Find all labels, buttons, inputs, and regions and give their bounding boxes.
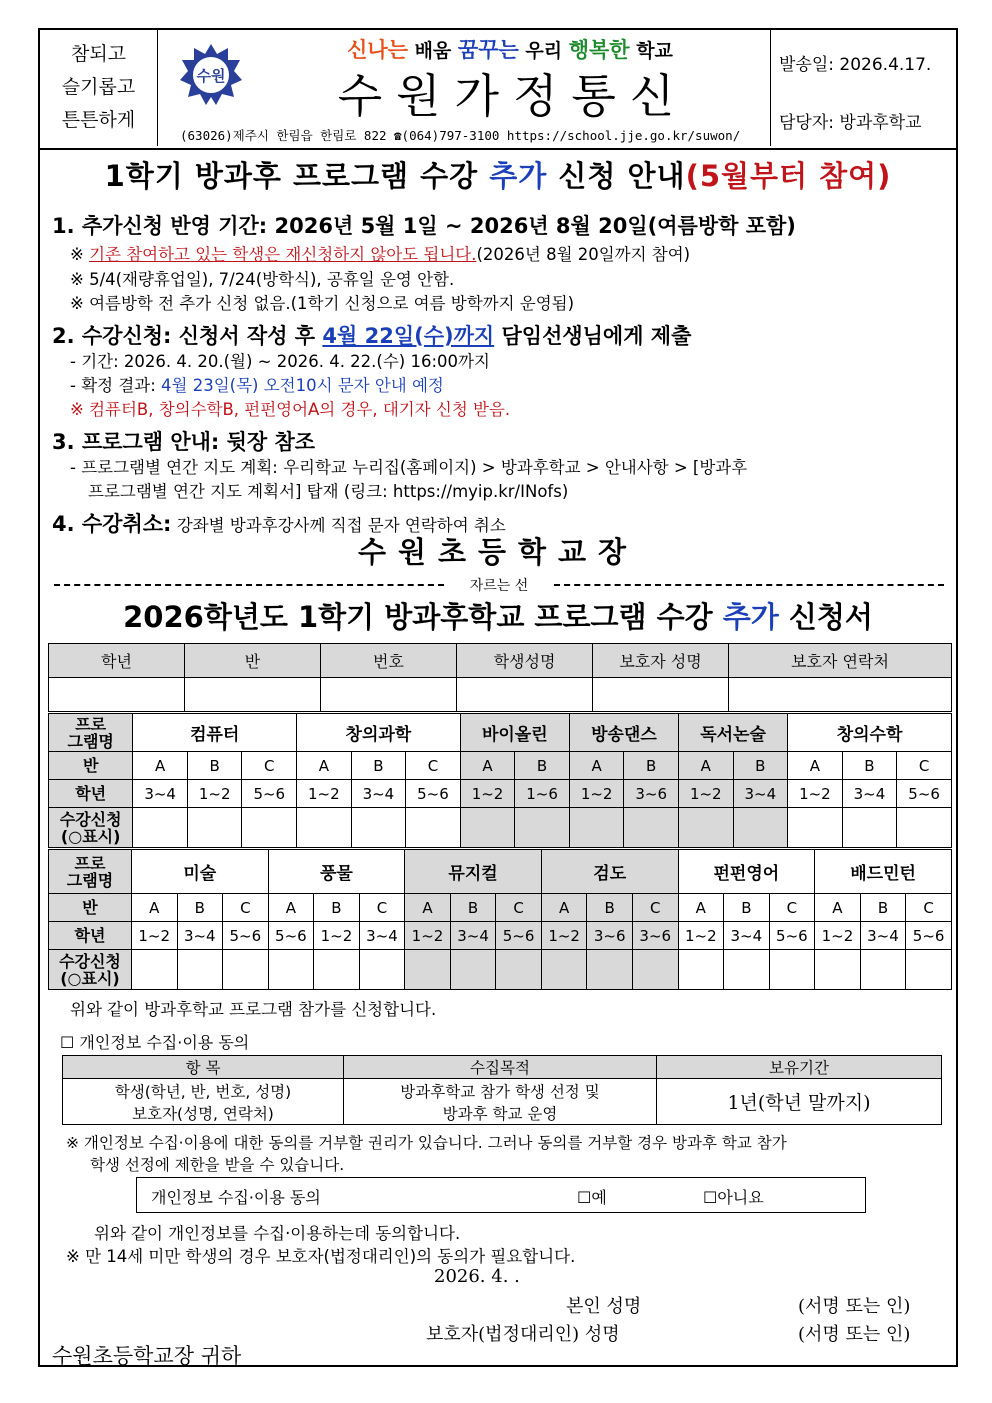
grade-cell: 3~4 xyxy=(359,922,405,950)
apply-checkbox-cell[interactable] xyxy=(268,950,314,990)
section-2-heading xyxy=(52,320,691,350)
privacy-note: ※ 개인정보 수집·이용에 대한 동의를 거부할 권리가 있습니다. 그러나 동의를 거부할 경우 방과후 학교 참가 xyxy=(66,1134,787,1152)
slogan-word: 꿈꾸는 xyxy=(457,38,519,62)
section-text: 4. 수강취소: xyxy=(52,512,172,536)
form-title-highlight: 추가 xyxy=(722,600,779,634)
row-label-program: 프로 그램명 xyxy=(49,714,133,752)
issue-manager: 담당자: 방과후학교 xyxy=(779,113,922,133)
program-name: 풍물 xyxy=(268,850,405,894)
apply-checkbox-cell[interactable] xyxy=(842,808,897,848)
class-cell: B xyxy=(587,894,633,922)
privacy-item-line: 학생(학년, 반, 번호, 성명) xyxy=(114,1082,292,1101)
section-2-line xyxy=(70,372,444,396)
issue-meta xyxy=(770,30,959,146)
apply-checkbox-cell[interactable] xyxy=(297,808,352,848)
sign-hint: (서명 또는 인) xyxy=(798,1296,911,1317)
form-title-part: 2026학년도 1학기 방과후학교 프로그램 수강 xyxy=(123,600,723,634)
program-name: 펀펀영어 xyxy=(678,850,815,894)
class-cell: C xyxy=(897,752,952,780)
class-cell: A xyxy=(131,894,177,922)
grade-cell: 1~2 xyxy=(815,922,861,950)
privacy-note: 학생 선정에 제한을 받을 수 있습니다. xyxy=(90,1156,345,1174)
class-input[interactable] xyxy=(185,678,321,712)
motto-line: 튼튼하게 xyxy=(61,109,136,131)
section-2-line: ※ 컴퓨터B, 창의수학B, 펀펀영어A의 경우, 대기자 신청 받음. xyxy=(70,400,511,419)
consent-yes-checkbox[interactable]: ☐예 xyxy=(577,1188,607,1207)
grade-cell: 1~2 xyxy=(187,780,242,808)
apply-checkbox-cell[interactable] xyxy=(359,950,405,990)
section-3-heading: 3. 프로그램 안내: 뒷장 참조 xyxy=(52,430,316,454)
slogan-word: 배움 xyxy=(407,40,458,62)
section-text: - 확정 결과: xyxy=(70,376,162,395)
privacy-item-line: 보호자(성명, 연락처) xyxy=(132,1104,274,1123)
apply-checkbox-cell[interactable] xyxy=(860,950,906,990)
privacy-purpose xyxy=(344,1079,657,1125)
program-name: 창의수학 xyxy=(788,714,952,752)
apply-checkbox-cell[interactable] xyxy=(815,950,861,990)
grade-cell: 1~2 xyxy=(678,780,733,808)
class-cell: B xyxy=(351,752,406,780)
class-cell: B xyxy=(733,752,788,780)
apply-checkbox-cell[interactable] xyxy=(733,808,788,848)
class-cell: B xyxy=(177,894,223,922)
apply-checkbox-cell[interactable] xyxy=(906,950,952,990)
note-text: (2026년 8월 20일까지 참여) xyxy=(476,245,691,264)
grade-cell: 3~4 xyxy=(724,922,770,950)
apply-checkbox-cell[interactable] xyxy=(678,808,733,848)
class-cell: A xyxy=(815,894,861,922)
class-cell: A xyxy=(678,752,733,780)
highlight-text: 기존 참여하고 있는 학생은 재신청하지 않아도 됩니다. xyxy=(89,245,477,264)
slogan-word: 행복한 xyxy=(568,38,630,62)
grade-cell: 5~6 xyxy=(406,780,461,808)
self-sign-label: 본인 성명 xyxy=(566,1296,642,1317)
cut-line: 자르는 선 xyxy=(54,575,944,595)
class-cell: C xyxy=(632,894,678,922)
grade-cell: 1~2 xyxy=(460,780,515,808)
grade-cell: 3~6 xyxy=(587,922,633,950)
row-label-apply: 수강신청 (○표시) xyxy=(49,950,132,990)
apply-checkbox-cell[interactable] xyxy=(632,950,678,990)
row-label-grade: 학년 xyxy=(49,922,132,950)
class-cell: C xyxy=(769,894,815,922)
apply-checkbox-cell[interactable] xyxy=(351,808,406,848)
school-motto xyxy=(40,30,158,146)
class-cell: C xyxy=(359,894,405,922)
apply-checkbox-cell[interactable] xyxy=(314,950,360,990)
consent-label: 개인정보 수집·이용 동의 xyxy=(151,1188,321,1207)
grade-cell: 3~4 xyxy=(133,780,188,808)
apply-checkbox-cell[interactable] xyxy=(460,808,515,848)
sign-date: 2026. 4. . xyxy=(434,1266,520,1287)
note-mark: ※ xyxy=(70,245,90,264)
section-1-line xyxy=(70,241,690,265)
apply-checkbox-cell[interactable] xyxy=(133,808,188,848)
form-title xyxy=(40,595,956,636)
grade-cell: 5~6 xyxy=(268,922,314,950)
class-cell: C xyxy=(406,752,461,780)
section-text: 2. 수강신청: 신청서 작성 후 xyxy=(52,324,323,348)
privacy-period: 1년(학년 말까지) xyxy=(657,1079,942,1125)
program-name: 방송댄스 xyxy=(569,714,678,752)
class-cell: C xyxy=(223,894,269,922)
age-note: ※ 만 14세 미만 학생의 경우 보호자(법정대리인)의 동의가 필요합니다. xyxy=(66,1247,576,1266)
student-header: 학생성명 xyxy=(457,644,593,678)
grade-cell: 1~2 xyxy=(131,922,177,950)
slogan-word: 신나는 xyxy=(347,38,408,62)
notice-title-highlight: (5월부터 참여) xyxy=(685,159,892,193)
class-cell: B xyxy=(450,894,496,922)
grade-cell: 3~4 xyxy=(842,780,897,808)
grade-cell: 5~6 xyxy=(769,922,815,950)
section-text: 담임선생님에게 제출 xyxy=(494,324,692,348)
grade-cell: 3~4 xyxy=(177,922,223,950)
apply-checkbox-cell[interactable] xyxy=(788,808,843,848)
consent-no-checkbox[interactable]: ☐아니요 xyxy=(703,1188,764,1207)
privacy-purpose-line: 방과후 학교 운영 xyxy=(442,1104,558,1123)
class-cell: A xyxy=(541,894,587,922)
student-info-table xyxy=(48,643,952,712)
class-cell: B xyxy=(842,752,897,780)
grade-cell: 3~6 xyxy=(632,922,678,950)
grade-cell: 1~6 xyxy=(515,780,570,808)
grade-input[interactable] xyxy=(49,678,185,712)
student-header: 반 xyxy=(185,644,321,678)
apply-checkbox-cell[interactable] xyxy=(587,950,633,990)
class-cell: B xyxy=(515,752,570,780)
section-1-line: ※ 여름방학 전 추가 신청 없음.(1학기 신청으로 여름 방학까지 운영됨) xyxy=(70,294,575,313)
grade-cell: 3~4 xyxy=(733,780,788,808)
apply-checkbox-cell[interactable] xyxy=(187,808,242,848)
section-1-heading: 1. 추가신청 반영 기간: 2026년 5월 1일 ~ 2026년 8월 20일(여름방학 포함) xyxy=(52,214,796,238)
class-cell: B xyxy=(860,894,906,922)
class-cell: A xyxy=(405,894,451,922)
class-cell: C xyxy=(242,752,297,780)
deadline-text: 4월 22일(수)까지 xyxy=(322,324,495,348)
apply-checkbox-cell[interactable] xyxy=(624,808,679,848)
consent-box xyxy=(136,1177,866,1213)
school-logo-icon xyxy=(178,42,244,108)
privacy-header: 항 목 xyxy=(63,1056,344,1079)
grade-cell: 1~2 xyxy=(569,780,624,808)
grade-cell: 5~6 xyxy=(223,922,269,950)
class-cell: A xyxy=(678,894,724,922)
apply-checkbox-cell[interactable] xyxy=(678,950,724,990)
section-text: 강좌별 방과후강사께 직접 문자 연락하여 취소 xyxy=(171,516,506,535)
program-name: 창의과학 xyxy=(297,714,461,752)
row-label-class: 반 xyxy=(49,894,132,922)
privacy-item xyxy=(63,1079,344,1125)
notice-title-part: 1학기 방과후 프로그램 수강 xyxy=(104,159,490,193)
sign-hint: (서명 또는 인) xyxy=(798,1324,911,1345)
guardian-sign-label: 보호자(법정대리인) 성명 xyxy=(426,1324,620,1345)
grade-cell: 1~2 xyxy=(788,780,843,808)
class-cell: B xyxy=(624,752,679,780)
class-cell: C xyxy=(496,894,542,922)
slogan-word: 우리 xyxy=(518,40,569,62)
notice-title-part: 신청 안내 xyxy=(547,159,686,193)
program-name: 검도 xyxy=(541,850,678,894)
student-header: 번호 xyxy=(321,644,457,678)
class-cell: A xyxy=(569,752,624,780)
recipient-suffix: 귀하 xyxy=(194,1344,242,1368)
grade-cell: 1~2 xyxy=(678,922,724,950)
result-date-text: 4월 23일(목) 오전10시 문자 안내 예정 xyxy=(161,376,444,395)
program-name: 미술 xyxy=(131,850,268,894)
newsletter-title: 수원가정통신 xyxy=(337,69,689,123)
grade-cell: 5~6 xyxy=(242,780,297,808)
grade-cell: 5~6 xyxy=(897,780,952,808)
grade-cell: 1~2 xyxy=(541,922,587,950)
student-header: 보호자 성명 xyxy=(593,644,729,678)
issue-date: 발송일: 2026.4.17. xyxy=(779,55,932,75)
motto-line: 참되고 xyxy=(70,43,127,65)
row-label-program: 프로 그램명 xyxy=(49,850,132,894)
class-cell: A xyxy=(133,752,188,780)
class-cell: A xyxy=(460,752,515,780)
student-header: 학년 xyxy=(49,644,185,678)
guardian-name-input[interactable] xyxy=(593,678,729,712)
recipient-name: 수원초등학교장 xyxy=(52,1344,195,1368)
program-table-1 xyxy=(48,713,952,848)
number-input[interactable] xyxy=(321,678,457,712)
class-cell: A xyxy=(268,894,314,922)
slogan-word: 학교 xyxy=(629,40,673,62)
document-frame xyxy=(38,28,958,1367)
class-cell: B xyxy=(724,894,770,922)
apply-checkbox-cell[interactable] xyxy=(541,950,587,990)
privacy-purpose-line: 방과후학교 참가 학생 선정 및 xyxy=(400,1082,600,1101)
recipient xyxy=(52,1340,241,1370)
apply-checkbox-cell[interactable] xyxy=(897,808,952,848)
notice-title-highlight: 추가 xyxy=(489,159,548,193)
apply-checkbox-cell[interactable] xyxy=(515,808,570,848)
grade-cell: 3~4 xyxy=(860,922,906,950)
apply-sentence: 위와 같이 방과후학교 프로그램 참가를 신청합니다. xyxy=(70,1000,437,1019)
grade-cell: 3~4 xyxy=(450,922,496,950)
class-cell: B xyxy=(187,752,242,780)
row-label-class: 반 xyxy=(49,752,133,780)
section-1-line: ※ 5/4(재량휴업일), 7/24(방학식), 공휴일 운영 안함. xyxy=(70,270,455,289)
row-label-grade: 학년 xyxy=(49,780,133,808)
letterhead xyxy=(40,30,956,150)
apply-checkbox-cell[interactable] xyxy=(242,808,297,848)
guardian-phone-input[interactable] xyxy=(729,678,952,712)
principal-name: 수원초등학교장 xyxy=(357,535,639,569)
grade-cell: 5~6 xyxy=(906,922,952,950)
apply-checkbox-cell[interactable] xyxy=(177,950,223,990)
student-header: 보호자 연락처 xyxy=(729,644,952,678)
apply-checkbox-cell[interactable] xyxy=(769,950,815,990)
apply-checkbox-cell[interactable] xyxy=(496,950,542,990)
program-table-2 xyxy=(48,849,952,990)
privacy-table xyxy=(62,1055,942,1125)
privacy-heading: ☐ 개인정보 수집·이용 동의 xyxy=(60,1033,250,1052)
school-address: (63026)제주시 한림읍 한림로 822 ☎(064)797-3100 https://school.jje.go.kr/suwon/ xyxy=(180,128,741,143)
apply-checkbox-cell[interactable] xyxy=(450,950,496,990)
form-title-part: 신청서 xyxy=(778,600,873,634)
class-cell: A xyxy=(788,752,843,780)
section-2-line: - 기간: 2026. 4. 20.(월) ~ 2026. 4. 22.(수) 16:00까지 xyxy=(70,352,490,371)
apply-checkbox-cell[interactable] xyxy=(131,950,177,990)
class-cell: C xyxy=(906,894,952,922)
row-label-apply: 수강신청 (○표시) xyxy=(49,808,133,848)
privacy-header: 보유기간 xyxy=(657,1056,942,1079)
apply-checkbox-cell[interactable] xyxy=(724,950,770,990)
section-3-line: - 프로그램별 연간 지도 계획: 우리학교 누리집(홈페이지) > 방과후학교 > 안내사항 > [방과후 xyxy=(70,458,748,477)
class-cell: A xyxy=(297,752,352,780)
apply-checkbox-cell[interactable] xyxy=(406,808,461,848)
notice-title xyxy=(40,154,956,195)
apply-checkbox-cell[interactable] xyxy=(569,808,624,848)
program-name: 독서논술 xyxy=(678,714,787,752)
grade-cell: 1~2 xyxy=(314,922,360,950)
apply-checkbox-cell[interactable] xyxy=(223,950,269,990)
motto-line: 슬기롭고 xyxy=(61,76,136,98)
program-name: 컴퓨터 xyxy=(133,714,297,752)
section-3-line: 프로그램별 연간 지도 계획서] 탑재 (링크: https://myip.kr/INofs) xyxy=(88,482,569,501)
grade-cell: 5~6 xyxy=(496,922,542,950)
grade-cell: 1~2 xyxy=(297,780,352,808)
class-cell: B xyxy=(314,894,360,922)
privacy-header: 수집목적 xyxy=(344,1056,657,1079)
logo-text: 수원 xyxy=(196,67,226,85)
agree-sentence: 위와 같이 개인정보를 수집·이용하는데 동의합니다. xyxy=(94,1224,461,1243)
grade-cell: 3~4 xyxy=(351,780,406,808)
program-name: 뮤지컬 xyxy=(405,850,542,894)
grade-cell: 1~2 xyxy=(405,922,451,950)
program-name: 바이올린 xyxy=(460,714,569,752)
program-name: 배드민턴 xyxy=(815,850,952,894)
student-name-input[interactable] xyxy=(457,678,593,712)
grade-cell: 3~6 xyxy=(624,780,679,808)
apply-checkbox-cell[interactable] xyxy=(405,950,451,990)
